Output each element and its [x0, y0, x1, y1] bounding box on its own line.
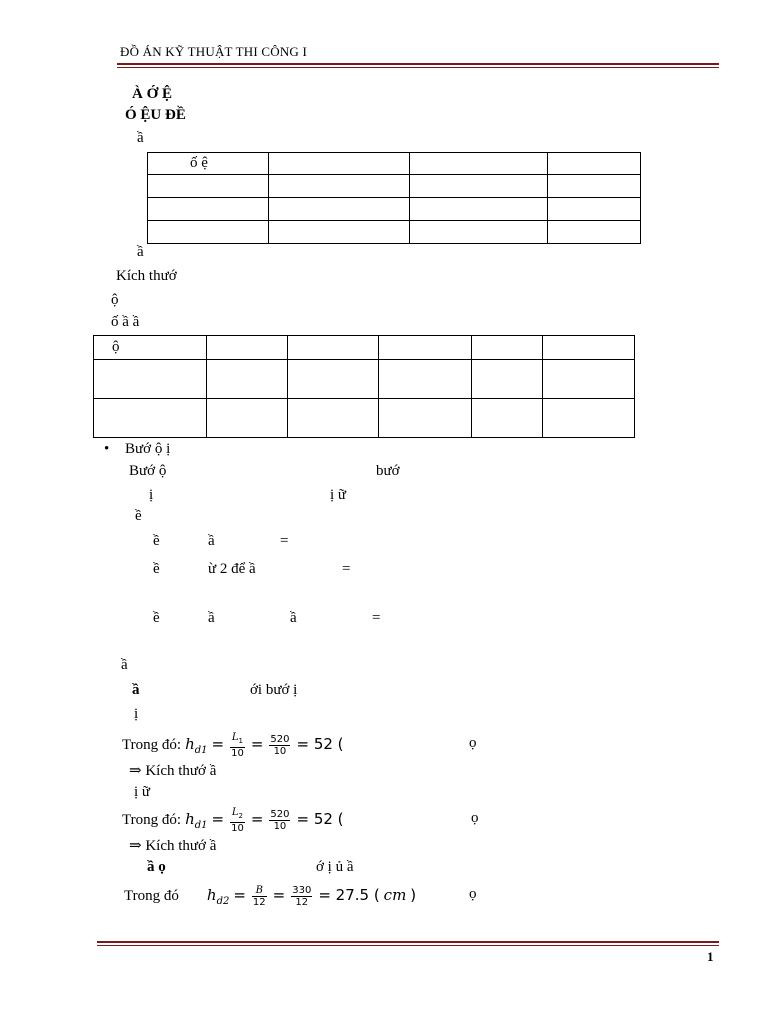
table-cell	[543, 399, 635, 438]
footer-rule-thin	[97, 945, 719, 946]
table-row	[94, 360, 635, 399]
table-cell	[379, 336, 472, 360]
table-cell	[206, 399, 287, 438]
table-cell	[409, 175, 548, 198]
equation-result: = 52 (	[296, 735, 344, 753]
text-line: ới bướ ị	[250, 682, 298, 698]
table-cell	[148, 221, 269, 244]
text-line: ề	[153, 610, 160, 626]
fraction: $\frac{520}{10}$	[270, 733, 290, 757]
fraction: $\frac{L_2}{10}$	[231, 806, 244, 834]
text-line: ⇒ Kích thướ ầ	[129, 763, 217, 779]
equation-subscript: d1	[194, 820, 208, 832]
text-line: ọ	[469, 886, 477, 902]
header-rule-thin	[117, 67, 719, 68]
text-line: ị ữ	[134, 784, 151, 800]
equation-subscript: d1	[194, 745, 208, 757]
equation-unit: cm	[383, 886, 407, 904]
table-cell	[148, 175, 269, 198]
text-line: ớ ị ủ ầ	[316, 859, 354, 875]
table-cell	[543, 336, 635, 360]
text-line: ầ	[137, 244, 144, 260]
page-number: 1	[707, 949, 714, 964]
table-cell	[287, 360, 379, 399]
bullet-icon: •	[104, 441, 110, 457]
text-line: ị	[134, 706, 139, 722]
equation-3: Trong đó $h_{d2}$ = $\frac{B}{12}$ = $\frac{330}{12}$ = 27.5 ( cm )	[124, 884, 417, 908]
header-rule	[117, 63, 719, 65]
table-cell	[94, 399, 207, 438]
text-line: bướ	[376, 463, 400, 479]
fraction: $\frac{L_1}{10}$	[231, 731, 244, 759]
table-cell	[548, 221, 641, 244]
table-cell	[548, 198, 641, 221]
table-cell	[548, 175, 641, 198]
table-cell	[409, 221, 548, 244]
text-line: ầ	[290, 610, 297, 626]
table-cell	[379, 360, 472, 399]
text-line: Kích thướ	[116, 268, 177, 284]
text-line: ầ	[121, 657, 128, 673]
text-line: =	[372, 610, 381, 626]
text-line: ố ầ ầ	[111, 314, 140, 330]
equation-label: Trong đó:	[122, 812, 182, 828]
equation-result: = 52 (	[296, 810, 344, 828]
equation-result: = 27.5 (	[318, 886, 380, 904]
table-cell	[472, 399, 543, 438]
text-line: ị	[149, 487, 154, 503]
equation-2: Trong đó: $h_{d1}$ = $\frac{L_2}{10}$ = $\frac{520}{10}$ = 52 (	[122, 806, 344, 834]
table-cell	[268, 221, 409, 244]
table-row	[148, 153, 641, 175]
text-line: ị ữ	[330, 487, 347, 503]
table-cell	[268, 175, 409, 198]
table-cell	[287, 399, 379, 438]
table-cell	[472, 360, 543, 399]
table-row	[148, 221, 641, 244]
equation-lhs: h	[206, 886, 217, 904]
text-line: =	[280, 533, 289, 549]
table-cell	[409, 198, 548, 221]
text-line: ầ ọ	[147, 859, 166, 875]
table-cell	[548, 153, 641, 175]
table-cell: ộ	[94, 336, 207, 360]
header-title: ĐỒ ÁN KỸ THUẬT THI CÔNG I	[120, 44, 307, 59]
table-row	[94, 336, 635, 360]
table-cell	[206, 336, 287, 360]
table-cell	[543, 360, 635, 399]
data-table-2	[93, 335, 635, 438]
text-line: ầ	[132, 682, 140, 698]
text-line: ⇒ Kích thướ ầ	[129, 838, 217, 854]
table-cell	[94, 360, 207, 399]
equation-lhs: h	[185, 810, 195, 828]
equation-close: )	[410, 886, 417, 904]
table-cell	[379, 399, 472, 438]
fraction: $\frac{B}{12}$	[252, 884, 266, 908]
text-line: ầ	[137, 130, 144, 146]
text-line: ọ	[471, 810, 479, 826]
text-line: ề	[153, 561, 160, 577]
table-row	[94, 399, 635, 438]
table-row	[148, 198, 641, 221]
text-line: ọ	[469, 735, 477, 751]
text-line: ề	[153, 533, 160, 549]
text-line: ộ	[111, 292, 119, 308]
text-line: ừ 2 để ầ	[208, 561, 256, 577]
equation-subscript: d2	[216, 896, 230, 908]
table-cell	[409, 153, 548, 175]
table-cell	[206, 360, 287, 399]
data-table-1	[147, 152, 641, 244]
heading-line-1: À Ớ Ệ	[132, 86, 173, 102]
equation-lhs: h	[185, 735, 195, 753]
text-line: ầ	[208, 533, 215, 549]
table-cell	[268, 153, 409, 175]
equation-label: Trong đó	[124, 888, 179, 904]
bullet-label: Bướ ộ ị	[125, 441, 171, 457]
fraction: $\frac{520}{10}$	[270, 808, 290, 832]
equation-1: Trong đó: $h_{d1}$ = $\frac{L_1}{10}$ = $\frac{520}{10}$ = 52 (	[122, 731, 344, 759]
table-row	[148, 175, 641, 198]
footer-rule	[97, 941, 719, 943]
table-cell	[287, 336, 379, 360]
text-line: ầ	[208, 610, 215, 626]
text-line: =	[342, 561, 351, 577]
heading-line-2: Ó ỆU ĐỀ	[125, 107, 186, 123]
fraction: $\frac{330}{12}$	[292, 884, 312, 908]
table-cell	[472, 336, 543, 360]
table-cell: ố ệ	[148, 153, 269, 175]
table-cell	[148, 198, 269, 221]
equation-label: Trong đó:	[122, 737, 182, 753]
text-line: ề	[135, 508, 142, 524]
table-cell	[268, 198, 409, 221]
text-line: Bướ ộ	[129, 463, 167, 479]
